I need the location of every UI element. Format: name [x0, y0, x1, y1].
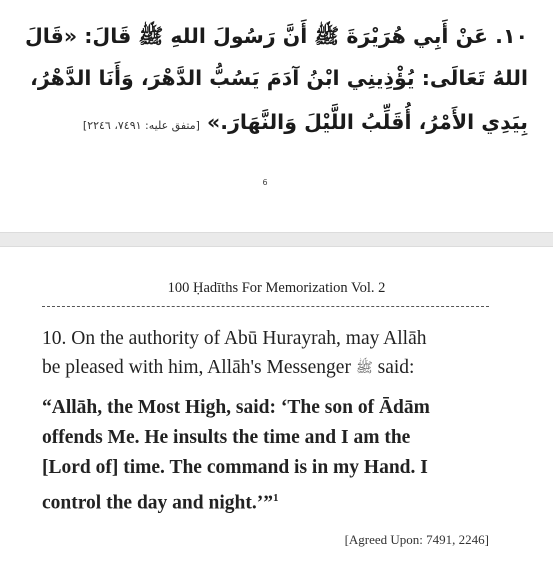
arabic-line-3-text: بِيَدِي الأَمْرُ، أُقَلِّبُ اللَّيْلَ وَالنَّهَارَ.»: [207, 110, 528, 134]
previous-page: [0, 0, 553, 230]
arabic-line-3: [30, 104, 528, 144]
page-separator: [0, 232, 553, 247]
arabic-line-1: ١٠. عَنْ أَبِي هُرَيْرَةَ ﷺ أَنَّ رَسُولَ اللهِ ﷺ قَالَ: «قَالَ: [24, 24, 528, 48]
quote-line-4: [42, 483, 502, 519]
quote-line-4-text: control the day and night.’”: [42, 492, 273, 514]
page-number: 6: [262, 178, 268, 187]
intro-line-2-a: be pleased with him, Allāh's Messenger: [42, 357, 351, 378]
intro-line-2: [42, 353, 502, 383]
intro-line-1: 10. On the authority of Abū Hurayrah, may Allāh: [42, 328, 427, 349]
intro-line-2-b: said:: [377, 357, 415, 378]
arabic-reference: [متفق عليه: ٧٤٩١، ٢٢٤٦]: [82, 119, 200, 132]
quote-line-1: “Allāh, the Most High, said: ‘The son of Ādām: [42, 397, 430, 418]
header-dashed-divider: [42, 306, 489, 307]
hadith-quote: [42, 393, 502, 519]
hadith-introduction: [42, 324, 502, 383]
footnote-marker: 1: [272, 492, 279, 504]
hadith-reference: [Agreed Upon: 7491, 2246]: [344, 532, 489, 547]
arabic-line-2: اللهُ تَعَالَى: يُؤْذِينِي ابْنُ آدَمَ يَسُبُّ الدَّهْرَ، وَأَنَا الدَّهْرُ،: [30, 66, 528, 90]
quote-line-2: offends Me. He insults the time and I am the: [42, 427, 411, 448]
page-header-title: 100 Ḥadīths For Memorization Vol. 2: [167, 280, 386, 296]
quote-line-3: [Lord of] time. The command is in my Hand. I: [42, 457, 428, 478]
salawat-icon: ﷺ: [355, 360, 373, 376]
